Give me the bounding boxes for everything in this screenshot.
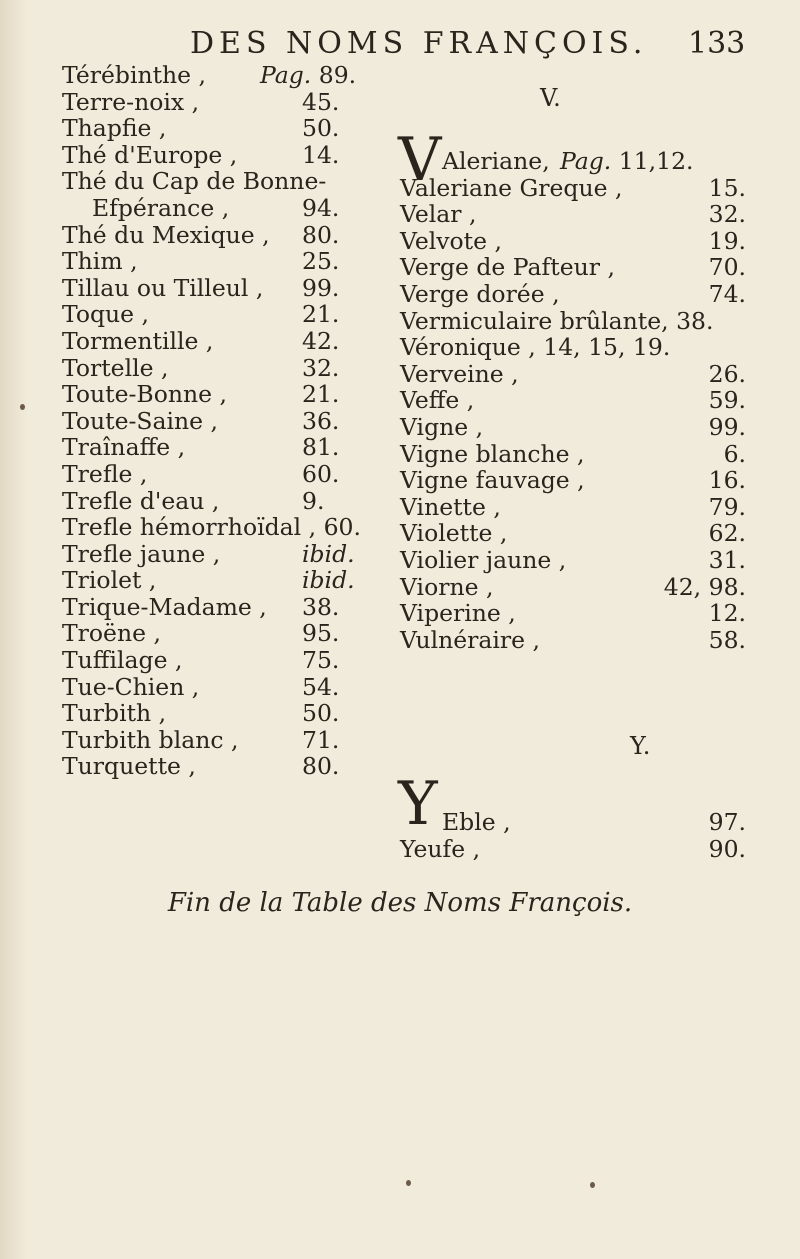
entry-name: Vigne , (400, 412, 484, 441)
entry-page-ref: 11,12. (618, 147, 694, 175)
index-entry (400, 467, 746, 494)
index-entry (62, 594, 388, 621)
entry-name: Aleriane, (442, 147, 550, 175)
entry-page-ref: 9. (302, 486, 325, 515)
index-entry (62, 355, 388, 382)
index-entry (400, 308, 746, 335)
entry-page-ref: 71. (302, 725, 340, 754)
entry-name: Turbith blanc , (62, 725, 239, 754)
index-entry (62, 275, 388, 302)
entry-name: Verveine , (400, 359, 519, 388)
entry-name: Viperine , (400, 599, 516, 628)
index-entry (400, 175, 746, 202)
index-entry (62, 514, 388, 541)
index-entry (62, 541, 388, 568)
entry-name: Triolet , (62, 566, 157, 595)
table-end-note: Fin de la Table des Noms François. (167, 888, 633, 918)
entry-page-ref: 80. (302, 220, 340, 249)
entry-name: Efpérance , (92, 193, 230, 222)
entry-page-ref: 19. (708, 226, 746, 255)
index-entry (400, 627, 746, 654)
entry-name: Valeriane Greque , (400, 173, 623, 202)
entry-page-ref: 54. (302, 672, 340, 701)
entry-page-ref: ibid. (302, 539, 355, 568)
entry-name: Tortelle , (62, 353, 169, 382)
entry-name: Trefle jaune , (62, 539, 221, 568)
entry-name: Thim , (62, 247, 138, 276)
entry-name: Viorne , (400, 572, 494, 601)
entry-page-ref: 89. (318, 61, 357, 89)
entry-page-ref: 50. (302, 114, 340, 143)
entry-name: Trefle hémorrhoïdal , 60. (62, 513, 361, 542)
entry-page-ref: 32. (302, 353, 340, 382)
entry-name: Vigne fauvage , (400, 466, 585, 495)
index-entry (400, 836, 746, 863)
index-entry (62, 381, 388, 408)
entry-name: Turquette , (62, 752, 196, 781)
index-entry (62, 461, 388, 488)
entry-name: Verge dorée , (400, 279, 560, 308)
entry-name: Eble , (442, 808, 511, 836)
entry-name: Tuffilage , (62, 646, 183, 675)
entry-name: Traînaffe , (62, 433, 186, 462)
entry-page-ref: 42. (302, 326, 340, 355)
index-entry (400, 441, 746, 468)
running-head (0, 20, 800, 60)
index-entry (400, 361, 746, 388)
index-entry (62, 620, 388, 647)
entry-page-ref: 62. (708, 519, 746, 548)
entry-name: Vinette , (400, 492, 501, 521)
index-entry (400, 809, 746, 836)
left-index-column (62, 62, 388, 780)
entry-name: Térébinthe , (62, 61, 207, 89)
index-entry (400, 494, 746, 521)
entry-page-ref: 38. (302, 592, 340, 621)
index-entry (400, 254, 746, 281)
entry-name: Tillau ou Tilleul , (62, 273, 264, 302)
index-entry (62, 115, 388, 142)
entry-name: Véronique , 14, 15, 19. (400, 333, 671, 362)
section-heading-v: V. (540, 84, 561, 112)
entry-name: Tormentille , (62, 326, 214, 355)
entry-page-ref: 90. (708, 834, 746, 863)
entry-name: Thé du Mexique , (62, 220, 270, 249)
entry-name: Vulnéraire , (400, 625, 541, 654)
index-entry (62, 674, 388, 701)
index-entry (400, 387, 746, 414)
index-entry (62, 753, 388, 780)
ink-speck (406, 1180, 411, 1186)
index-entry (62, 408, 388, 435)
index-entry (62, 647, 388, 674)
entry-page-ref: 58. (708, 625, 746, 654)
entry-page-ref: 6. (723, 439, 746, 468)
index-entry (62, 248, 388, 275)
entry-page-ref: 21. (302, 380, 340, 409)
entry-page-ref: 80. (302, 752, 340, 781)
section-y-entries (400, 809, 746, 862)
entry-name: Violier jaune , (400, 545, 567, 574)
entry-name: Toute-Saine , (62, 406, 219, 435)
entry-page-ref: 81. (302, 433, 340, 462)
entry-name: Trefle d'eau , (62, 486, 220, 515)
entry-page-ref: 75. (302, 646, 340, 675)
entry-page-ref: 70. (708, 253, 746, 282)
entry-name: Toute-Bonne , (62, 380, 227, 409)
entry-page-ref: 95. (302, 619, 340, 648)
section-v-entries (400, 148, 746, 653)
index-entry (400, 414, 746, 441)
entry-name: Trefle , (62, 459, 148, 488)
index-entry (400, 574, 746, 601)
entry-page-ref: 21. (302, 300, 340, 329)
entry-name: Vigne blanche , (400, 439, 585, 468)
entry-page-ref: 26. (708, 359, 746, 388)
index-entry (400, 334, 746, 361)
index-entry (62, 89, 388, 116)
entry-page-ref: 50. (302, 699, 340, 728)
page-number: 133 (688, 26, 746, 61)
entry-name: Veffe , (400, 386, 475, 415)
page-abbrev: Pag. (260, 61, 319, 89)
entry-page-ref: 32. (708, 200, 746, 229)
entry-page-ref: 15. (708, 173, 746, 202)
index-entry (400, 228, 746, 255)
running-head-title: DES NOMS FRANÇOIS. (190, 26, 648, 61)
index-entry (400, 520, 746, 547)
entry-name: Toque , (62, 300, 150, 329)
entry-page-ref: 31. (708, 545, 746, 574)
index-entry (62, 700, 388, 727)
drop-initial-y: Y (398, 769, 438, 839)
entry-page-ref: 36. (302, 406, 340, 435)
entry-page-ref: 74. (708, 279, 746, 308)
entry-page-ref: ibid. (302, 566, 355, 595)
index-entry (400, 281, 746, 308)
entry-name: Trique-Madame , (62, 592, 267, 621)
entry-name: Yeufe , (400, 834, 481, 863)
entry-page-ref: 12. (708, 599, 746, 628)
index-entry (62, 195, 388, 222)
index-entry (62, 301, 388, 328)
index-entry (62, 488, 388, 515)
entry-page-ref: 97. (708, 808, 746, 836)
index-entry (62, 62, 388, 89)
entry-name: Velar , (400, 200, 477, 229)
entry-name: Velvote , (400, 226, 502, 255)
drop-initial-v: V (398, 125, 442, 195)
entry-page-ref: 45. (302, 87, 340, 116)
index-entry (62, 328, 388, 355)
entry-page-ref: 25. (302, 247, 340, 276)
entry-page-ref: 59. (708, 386, 746, 415)
entry-name: Vermiculaire brûlante, 38. (400, 306, 714, 335)
entry-page-ref: 14. (302, 140, 340, 169)
ink-speck (590, 1182, 595, 1188)
entry-page-ref: 94. (302, 193, 340, 222)
index-entry (62, 727, 388, 754)
entry-name: Violette , (400, 519, 508, 548)
entry-name: Turbith , (62, 699, 167, 728)
entry-name: Thé d'Europe , (62, 140, 238, 169)
entry-name: Thé du Cap de Bonne- (62, 167, 327, 196)
index-entry (400, 600, 746, 627)
entry-page-ref: 79. (708, 492, 746, 521)
page-gutter-shadow (0, 0, 28, 1259)
entry-page-ref: 99. (708, 412, 746, 441)
page-abbrev: Pag. (560, 147, 619, 175)
index-entry (400, 148, 746, 175)
index-entry (62, 168, 388, 195)
entry-name: Tue-Chien , (62, 672, 200, 701)
index-entry (62, 142, 388, 169)
entry-name: Verge de Pafteur , (400, 253, 615, 282)
entry-page-ref: 16. (708, 466, 746, 495)
section-heading-y: Y. (630, 732, 651, 760)
index-entry (62, 222, 388, 249)
entry-page-ref: 60. (302, 459, 340, 488)
entry-page-ref: 99. (302, 273, 340, 302)
ink-speck (20, 404, 25, 410)
index-entry (400, 547, 746, 574)
index-entry (400, 201, 746, 228)
entry-page-ref: 42, 98. (663, 572, 746, 601)
entry-name: Terre-noix , (62, 87, 200, 116)
index-entry (62, 434, 388, 461)
entry-name: Thapfie , (62, 114, 167, 143)
entry-name: Troëne , (62, 619, 161, 648)
index-entry (62, 567, 388, 594)
